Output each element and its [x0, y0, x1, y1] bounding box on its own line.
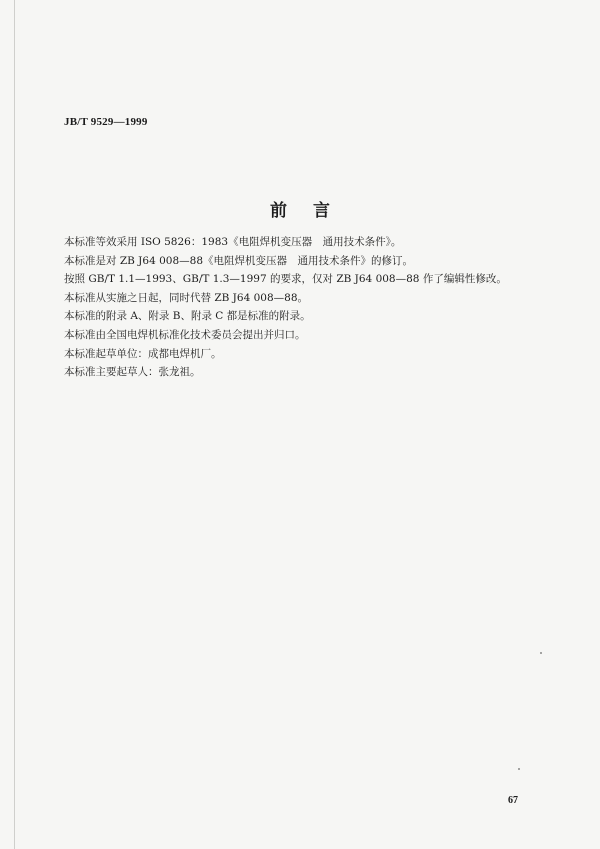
paragraph: 本标准主要起草人：张龙祖。	[64, 366, 201, 379]
paragraph: 本标准是对 ZB J64 008—88《电阻焊机变压器 通用技术条件》的修订。	[64, 254, 413, 267]
standard-code: JB/T 9529—1999	[64, 116, 148, 128]
page-number: 67	[508, 795, 518, 806]
paragraph: 本标准等效采用 ISO 5826：1983《电阻焊机变压器 通用技术条件》。	[64, 236, 402, 248]
scan-speck	[518, 768, 520, 770]
scan-speck	[540, 652, 542, 654]
paragraph: 本标准从实施之日起，同时代替 ZB J64 008—88。	[64, 291, 308, 304]
foreword-body	[64, 233, 544, 382]
scan-edge-line	[14, 0, 15, 849]
page-title: 前言	[270, 201, 356, 221]
paragraph: 本标准由全国电焊机标准化技术委员会提出并归口。	[64, 328, 306, 341]
paragraph: 本标准的附录 A、附录 B、附录 C 都是标准的附录。	[64, 310, 311, 323]
paragraph: 按照 GB/T 1.1—1993、GB/T 1.3—1997 的要求，仅对 ZB J64 008—88 作了编辑性修改。	[64, 273, 507, 286]
paragraph: 本标准起草单位：成都电焊机厂。	[64, 347, 222, 360]
